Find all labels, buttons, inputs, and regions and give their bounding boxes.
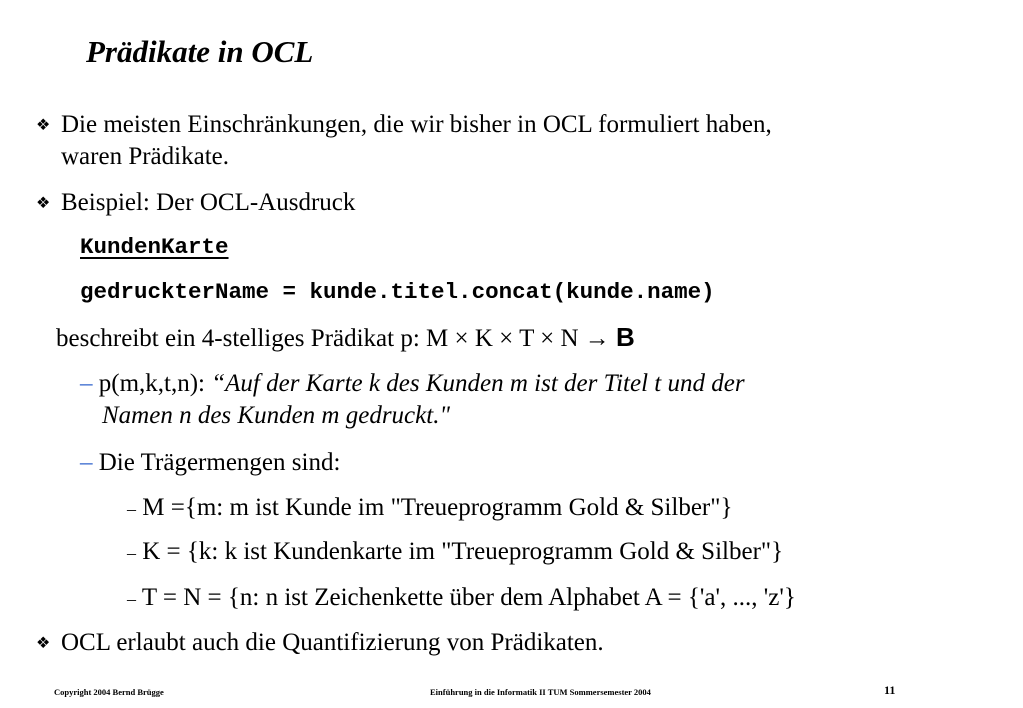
sub-item-2-text: Die Trägermengen sind: bbox=[98, 449, 341, 476]
subsub-item-3-text: T = N = {n: n ist Zeichenkette über dem Alphabet A = {'a', ..., 'z'} bbox=[141, 584, 796, 611]
slide-title: Prädikate in OCL bbox=[86, 34, 314, 69]
sub-item-1-prefix: p(m,k,t,n): bbox=[98, 370, 212, 397]
dash-icon: – bbox=[80, 449, 93, 476]
footer-copyright: Copyright 2004 Bernd Brügge bbox=[54, 687, 164, 697]
page-number: 11 bbox=[884, 683, 896, 697]
bullet-1-line-1: Die meisten Einschränkungen, die wir bisher in OCL formuliert haben, bbox=[61, 111, 772, 138]
dash-icon: – bbox=[80, 370, 93, 397]
footer-course: Einführung in die Informatik II TUM Sommersemester 2004 bbox=[430, 687, 651, 697]
sub-item-2 bbox=[80, 448, 340, 478]
dash-icon: – bbox=[127, 589, 136, 609]
diamond-bullet-icon: ❖ bbox=[36, 635, 51, 652]
diamond-bullet-icon: ❖ bbox=[36, 195, 51, 212]
subsub-item-1 bbox=[127, 493, 732, 524]
ocl-context: KundenKarte bbox=[80, 234, 229, 260]
predicate-text: beschreibt ein 4-stelliges Prädikat p: M × K × T × N → bbox=[56, 325, 617, 352]
bullet-3-text: OCL erlaubt auch die Quantifizierung von Prädikaten. bbox=[61, 629, 604, 656]
subsub-item-1-text: M ={m: m ist Kunde im "Treueprogramm Gold & Silber"} bbox=[142, 494, 733, 521]
predicate-line bbox=[56, 322, 635, 354]
sub-item-1-line-2: Namen n des Kunden m gedruckt." bbox=[102, 402, 450, 429]
ocl-expression: gedruckterName = kunde.titel.concat(kunde.name) bbox=[80, 279, 715, 305]
subsub-item-3 bbox=[127, 583, 796, 614]
diamond-bullet-icon: ❖ bbox=[36, 117, 51, 134]
bullet-2-text: Beispiel: Der OCL-Ausdruck bbox=[61, 189, 356, 216]
subsub-item-2-text: K = {k: k ist Kundenkarte im "Treueprogramm Gold & Silber"} bbox=[142, 538, 784, 565]
dash-icon: – bbox=[127, 543, 136, 563]
subsub-item-2 bbox=[127, 537, 783, 568]
sub-item-1-line-1 bbox=[80, 369, 745, 399]
dash-icon: – bbox=[127, 499, 136, 519]
bullet-1-line-2: waren Prädikate. bbox=[61, 143, 229, 170]
sub-item-1-italic: “Auf der Karte k des Kunden m ist der Titel t und der bbox=[211, 370, 745, 397]
boolean-set-symbol: B bbox=[616, 322, 635, 352]
